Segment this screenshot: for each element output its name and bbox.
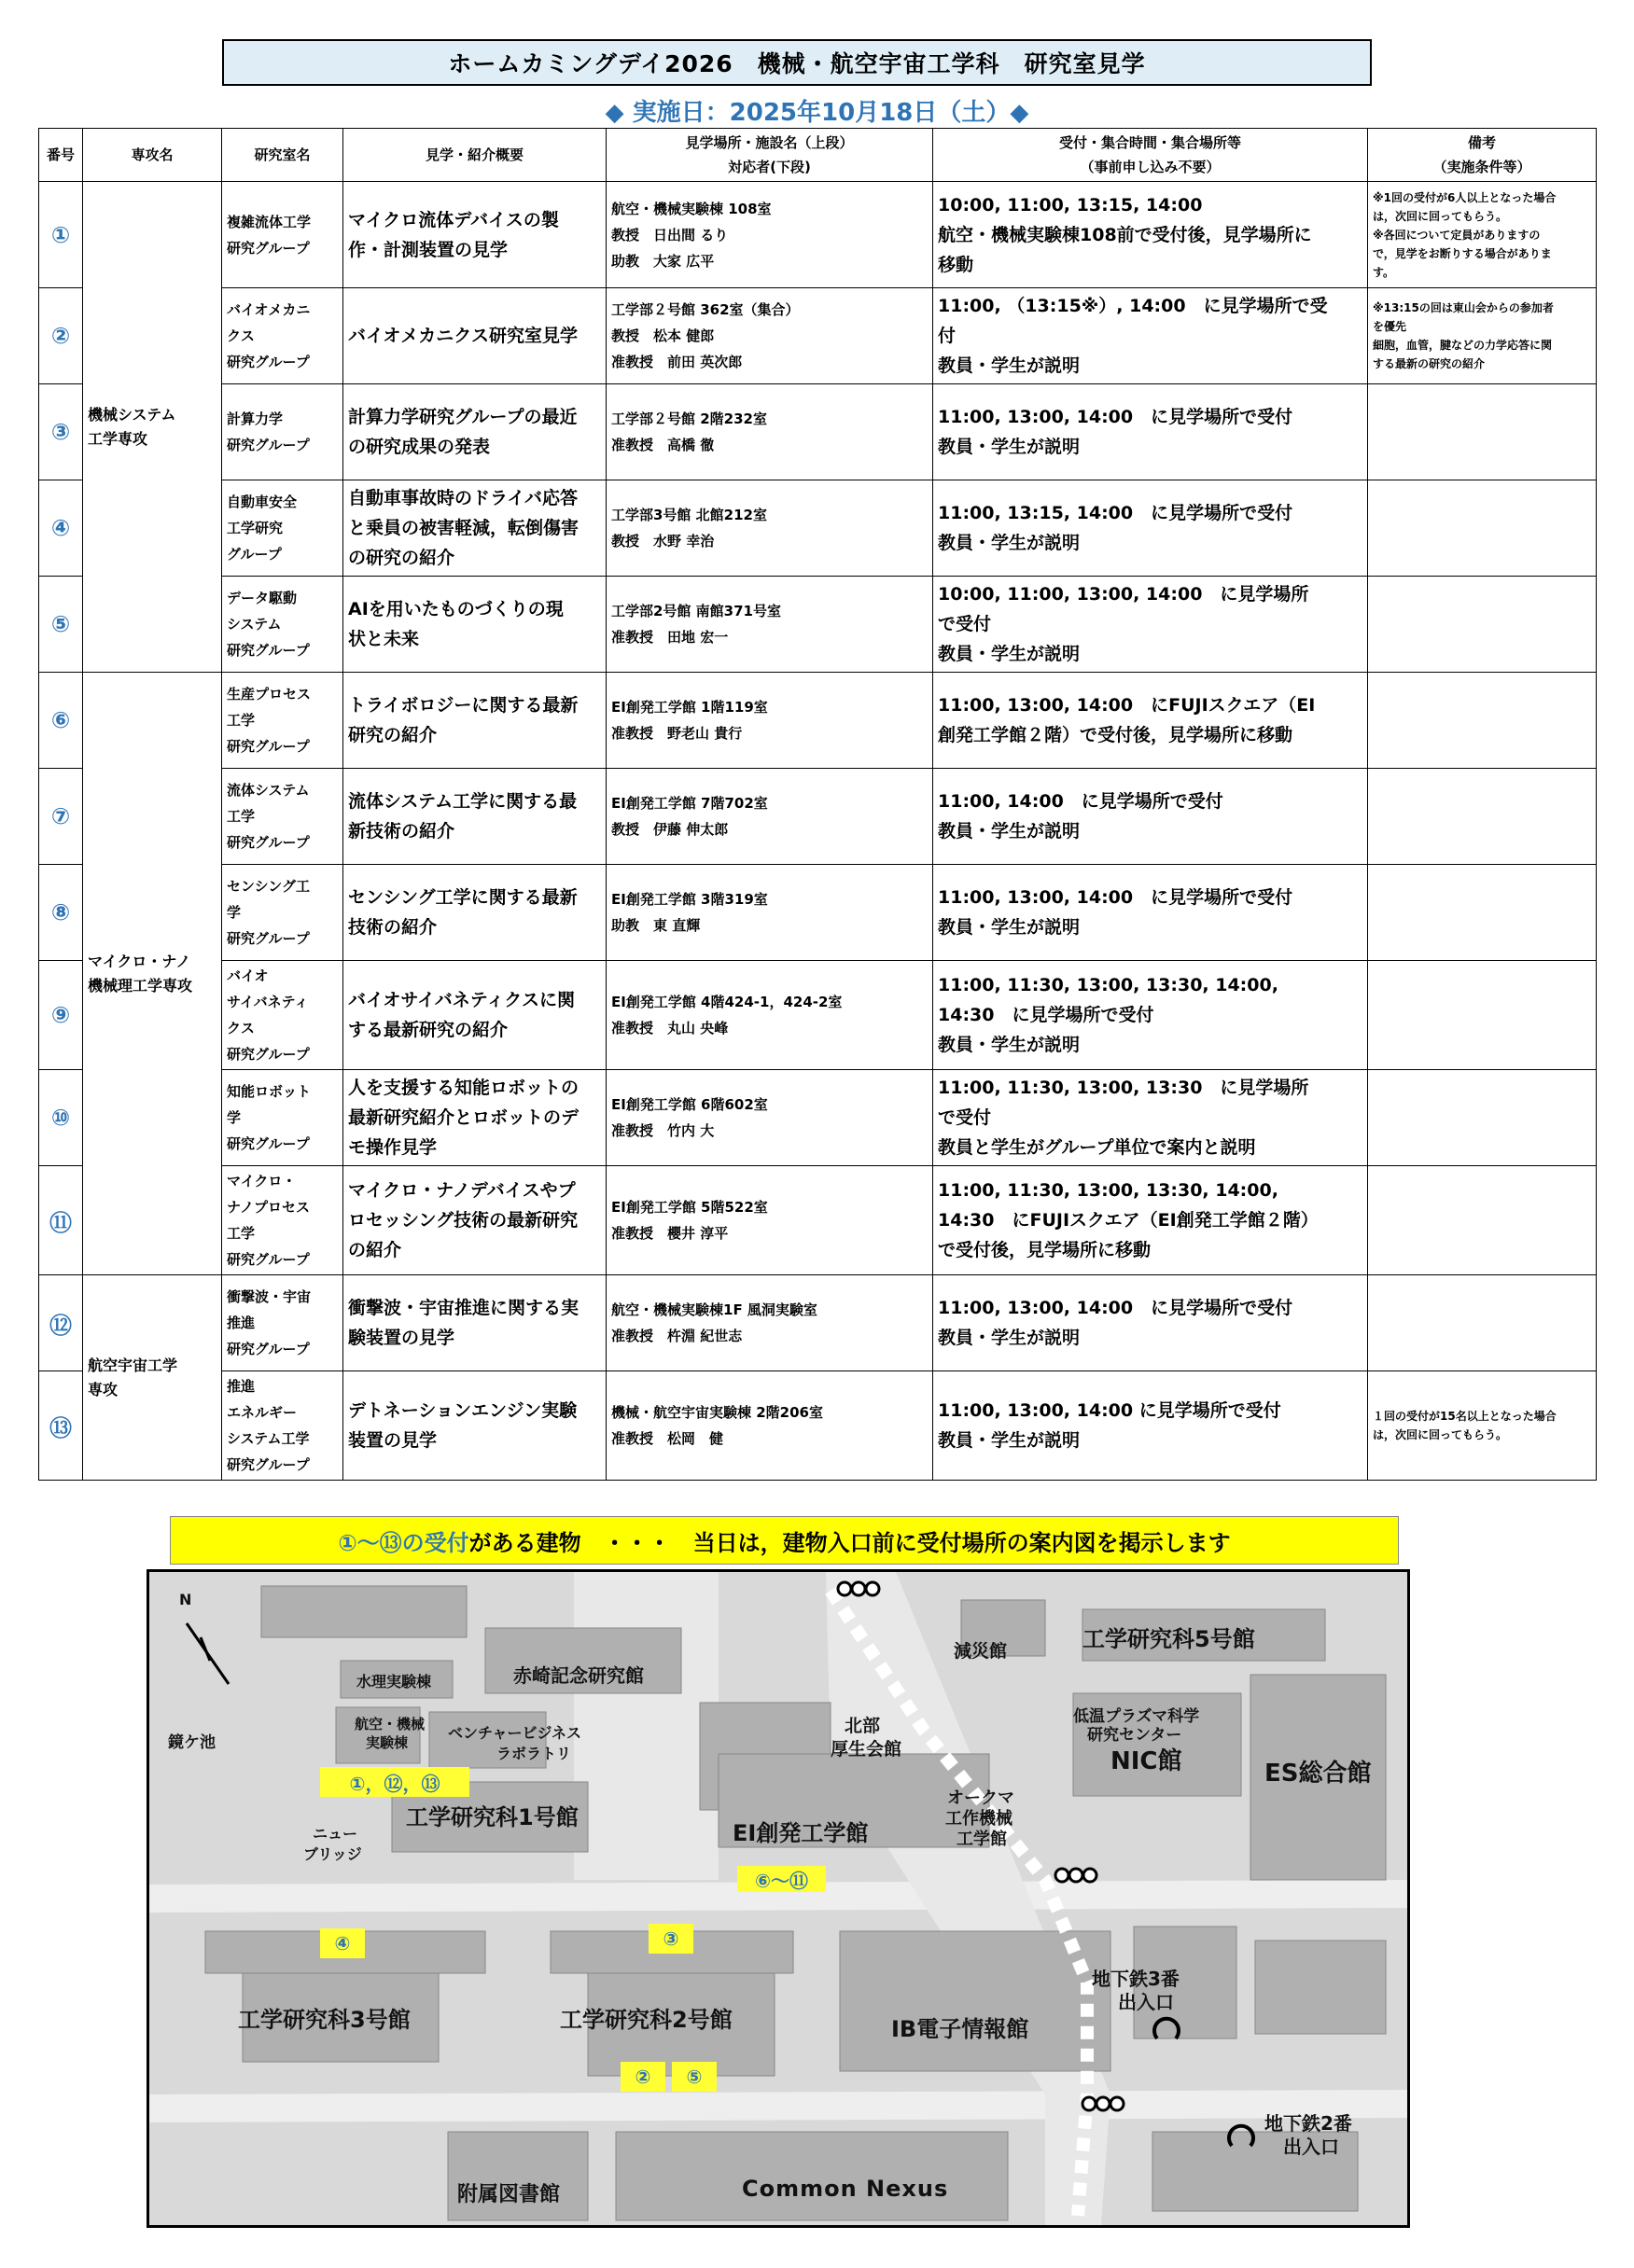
remarks [1368,769,1597,865]
tour-overview: マイクロ流体デバイスの製 作・計測装置の見学 [343,182,607,288]
tour-overview: 人を支援する知能ロボットの 最新研究紹介とロボットのデ モ操作見学 [343,1070,607,1166]
map-label-okuma: オークマ [947,1788,1014,1808]
map-label-hokubu2: 厚生会館 [831,1739,902,1760]
table-row [39,288,1597,384]
remarks [1368,577,1597,673]
banner-text: がある建物 ・・・ 当日は，建物入口前に受付場所の案内図を掲示します [468,1529,1231,1556]
major-name: マイクロ・ナノ 機械理工学専攻 [83,673,222,1275]
lab-name: 生産プロセス 工学 研究グループ [222,673,343,769]
reception-time: 11:00, 14:00 に見学場所で受付 教員・学生が説明 [933,769,1368,865]
map-label-akasaki: 赤崎記念研究館 [513,1664,644,1687]
header-num: 番号 [39,129,83,182]
remarks [1368,384,1597,480]
map-label-okuma2: 工作機械 [945,1809,1013,1829]
marker-6-11: ⑥～⑪ [737,1866,826,1892]
map-label-newbridge: ニュー [313,1825,358,1843]
map-label-eng1: 工学研究科1号館 [406,1804,579,1830]
lab-name: マイクロ・ ナノプロセス 工学 研究グループ [222,1166,343,1275]
map-label-venture: ベンチャービジネス [448,1724,582,1742]
map-label-plasma2: 研究センター [1087,1726,1182,1745]
reception-time: 11:00, 13:00, 14:00 に見学場所で受付 教員・学生が説明 [933,384,1368,480]
tour-overview: デトネーションエンジン実験 装置の見学 [343,1371,607,1481]
lab-name: 流体システム 工学 研究グループ [222,769,343,865]
place-and-staff: 工学部２号館 2階232室 准教授 高橋 徹 [607,384,933,480]
map-label-ei: EI創発工学館 [733,1820,869,1846]
tour-overview: 自動車事故時のドライバ応答 と乗員の被害軽減，転倒傷害 の研究の紹介 [343,480,607,577]
major-name: 機械システム 工学専攻 [83,182,222,673]
marker-2: ② [621,2062,665,2092]
place-and-staff: EI創発工学館 5階522室 准教授 櫻井 淳平 [607,1166,933,1275]
row-number: ⑬ [39,1371,83,1481]
lab-name: 衝撃波・宇宙 推進 研究グループ [222,1275,343,1371]
reception-time: 11:00, （13:15※）, 14:00 に見学場所で受 付 教員・学生が説明 [933,288,1368,384]
page-title: ホームカミングデイ2026 機械・航空宇宙工学科 研究室見学 [222,39,1372,86]
map-label-gensai: 減災館 [954,1641,1008,1662]
header-major: 専攻名 [83,129,222,182]
place-and-staff: 機械・航空宇宙実験棟 2階206室 准教授 松岡 健 [607,1371,933,1481]
remarks [1368,673,1597,769]
remarks: ※1回の受付が6人以上となった場合 は，次回に回ってもらう。 ※各回について定員がありますの で，見学をお断りする場合がありま す。 [1368,182,1597,288]
row-number: ⑦ [39,769,83,865]
table-row [39,673,1597,769]
map-label-ib: IB電子情報館 [891,2016,1029,2042]
map-label-suiri: 水理実験棟 [356,1673,432,1691]
reception-time: 11:00, 13:00, 14:00 に見学場所で受付 教員・学生が説明 [933,1275,1368,1371]
row-number: ⑤ [39,577,83,673]
remarks [1368,1070,1597,1166]
table-row [39,1371,1597,1481]
tour-overview: 計算力学研究グループの最近 の研究成果の発表 [343,384,607,480]
table-row [39,1166,1597,1275]
header-overview: 見学・紹介概要 [343,129,607,182]
lab-name: 知能ロボット 学 研究グループ [222,1070,343,1166]
map-label-common: Common Nexus [742,2176,949,2202]
lab-name: バイオメカニ クス 研究グループ [222,288,343,384]
map-label-kouku: 航空・機械 [355,1716,426,1732]
lab-tour-table [38,128,1597,1481]
place-and-staff: 工学部3号館 北館212室 教授 水野 幸治 [607,480,933,577]
header-note: 備考 （実施条件等） [1368,129,1597,182]
place-and-staff: EI創発工学館 1階119室 准教授 野老山 貴行 [607,673,933,769]
place-and-staff: EI創発工学館 4階424-1，424-2室 准教授 丸山 央峰 [607,961,933,1070]
lab-name: 推進 エネルギー システム工学 研究グループ [222,1371,343,1481]
remarks: １回の受付が15名以上となった場合 は，次回に回ってもらう。 [1368,1371,1597,1481]
map-label-eng5: 工学研究科5号館 [1082,1626,1255,1652]
row-number: ⑨ [39,961,83,1070]
table-row [39,961,1597,1070]
table-row [39,1275,1597,1371]
table-row [39,480,1597,577]
reception-time: 10:00, 11:00, 13:15, 14:00 航空・機械実験棟108前で受付後，見学場所に 移動 [933,182,1368,288]
place-and-staff: 工学部２号館 362室（集合） 教授 松本 健郎 准教授 前田 英次郎 [607,288,933,384]
event-date: ◆ 実施日：2025年10月18日（土）◆ [605,99,1029,127]
table-row [39,384,1597,480]
reception-time: 11:00, 11:30, 13:00, 13:30 に見学場所 で受付 教員と学生がグループ単位で案内と説明 [933,1070,1368,1166]
row-number: ⑪ [39,1166,83,1275]
row-number: ④ [39,480,83,577]
map-label-eng2: 工学研究科2号館 [560,2007,733,2033]
tour-overview: センシング工学に関する最新 技術の紹介 [343,865,607,961]
remarks [1368,1275,1597,1371]
reception-time: 11:00, 13:15, 14:00 に見学場所で受付 教員・学生が説明 [933,480,1368,577]
reception-banner [170,1516,1399,1565]
row-number: ⑥ [39,673,83,769]
table-row [39,577,1597,673]
table-row [39,182,1597,288]
tour-overview: マイクロ・ナノデバイスやプ ロセッシング技術の最新研究 の紹介 [343,1166,607,1275]
reception-time: 11:00, 13:00, 14:00 にFUJIスクエア（EI 創発工学館２階）で受付後，見学場所に移動 [933,673,1368,769]
map-label-kagami: 鏡ケ池 [168,1733,216,1752]
reception-time: 11:00, 11:30, 13:00, 13:30, 14:00, 14:30 にFUJIスクエア（EI創発工学館２階） で受付後，見学場所に移動 [933,1166,1368,1275]
lab-name: バイオ サイバネティ クス 研究グループ [222,961,343,1070]
map-label-sub3b: 出入口 [1118,1991,1174,2013]
map-label-okuma3: 工学館 [957,1830,1007,1849]
map-label-sub3: 地下鉄3番 [1092,1968,1180,1990]
lab-name: データ駆動 システム 研究グループ [222,577,343,673]
remarks [1368,865,1597,961]
map-label-nic: NIC館 [1110,1747,1182,1775]
place-and-staff: 工学部2号館 南館371号室 准教授 田地 宏一 [607,577,933,673]
tour-overview: AIを用いたものづくりの現 状と未来 [343,577,607,673]
reception-time: 10:00, 11:00, 13:00, 14:00 に見学場所 で受付 教員・学生が説明 [933,577,1368,673]
header-time: 受付・集合時間・集合場所等 （事前申し込み不要） [933,129,1368,182]
map-label-plasma: 低温プラズマ科学 [1073,1707,1200,1726]
campus-map [147,1569,1410,2228]
marker-3: ③ [649,1924,693,1954]
row-number: ① [39,182,83,288]
north-label: N [179,1591,192,1608]
map-label-eng3: 工学研究科3号館 [238,2007,411,2033]
place-and-staff: 航空・機械実験棟1F 風洞実験室 准教授 杵淵 紀世志 [607,1275,933,1371]
row-number: ③ [39,384,83,480]
reception-time: 11:00, 11:30, 13:00, 13:30, 14:00, 14:30 に見学場所で受付 教員・学生が説明 [933,961,1368,1070]
map-drawing [149,1572,1407,2225]
place-and-staff: EI創発工学館 3階319室 助教 東 直輝 [607,865,933,961]
remarks [1368,961,1597,1070]
tour-overview: バイオサイバネティクスに関 する最新研究の紹介 [343,961,607,1070]
map-label-kouku2: 実験棟 [366,1734,409,1751]
header-lab: 研究室名 [222,129,343,182]
tour-overview: 流体システム工学に関する最 新技術の紹介 [343,769,607,865]
table-row [39,1070,1597,1166]
marker-1-12-13: ①，⑫，⑬ [320,1767,469,1797]
map-label-lib: 附属図書館 [457,2183,561,2206]
remarks [1368,480,1597,577]
map-label-sub2: 地下鉄2番 [1264,2112,1352,2135]
lab-name: 自動車安全 工学研究 グループ [222,480,343,577]
map-label-hokubu: 北部 [845,1716,881,1736]
map-label-es: ES総合館 [1264,1760,1372,1788]
major-name: 航空宇宙工学 専攻 [83,1275,222,1481]
row-number: ⑫ [39,1275,83,1371]
place-and-staff: EI創発工学館 7階702室 教授 伊藤 伸太郎 [607,769,933,865]
lab-name: 複雑流体工学 研究グループ [222,182,343,288]
place-and-staff: EI創発工学館 6階602室 准教授 竹内 大 [607,1070,933,1166]
lab-name: 計算力学 研究グループ [222,384,343,480]
table-row [39,865,1597,961]
map-label-venture2: ラボラトリ [496,1745,572,1762]
row-number: ⑧ [39,865,83,961]
tour-overview: トライボロジーに関する最新 研究の紹介 [343,673,607,769]
banner-range: ①～⑬の受付 [338,1529,469,1556]
map-label-newbridge2: ブリッジ [303,1845,362,1863]
remarks [1368,1166,1597,1275]
row-number: ⑩ [39,1070,83,1166]
marker-5: ⑤ [672,2062,717,2092]
place-and-staff: 航空・機械実験棟 108室 教授 日出間 るり 助教 大家 広平 [607,182,933,288]
map-label-sub2b: 出入口 [1283,2136,1339,2158]
table-row [39,769,1597,865]
table-header-row [39,129,1597,182]
remarks: ※13:15の回は東山会からの参加者 を優先 細胞，血管，腱などの力学応答に関 する最新の研究の紹介 [1368,288,1597,384]
reception-time: 11:00, 13:00, 14:00 に見学場所で受付 教員・学生が説明 [933,1371,1368,1481]
marker-4: ④ [320,1928,365,1958]
lab-name: センシング工 学 研究グループ [222,865,343,961]
tour-overview: バイオメカニクス研究室見学 [343,288,607,384]
reception-time: 11:00, 13:00, 14:00 に見学場所で受付 教員・学生が説明 [933,865,1368,961]
header-place: 見学場所・施設名（上段） 対応者(下段) [607,129,933,182]
row-number: ② [39,288,83,384]
tour-overview: 衝撃波・宇宙推進に関する実 験装置の見学 [343,1275,607,1371]
